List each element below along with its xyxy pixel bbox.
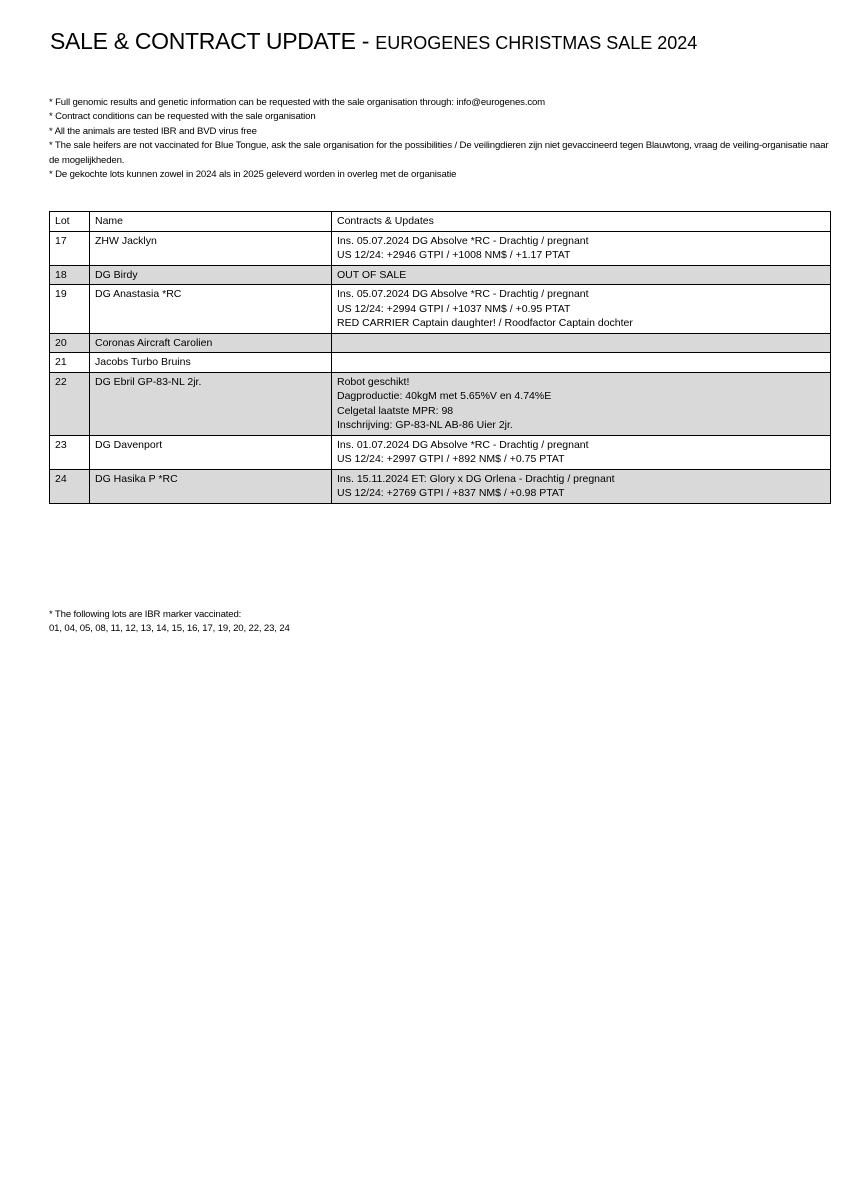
ibr-lot-list: 01, 04, 05, 08, 11, 12, 13, 14, 15, 16, 17, 19, 20, 22, 23, 24 <box>49 623 290 635</box>
update-line: Dagproductie: 40kgM met 5.65%V en 4.74%E <box>337 390 552 402</box>
animal-name: DG Anastasia *RC <box>90 285 332 334</box>
lot-number: 19 <box>50 285 90 334</box>
lot-number: 20 <box>50 333 90 353</box>
update-line: US 12/24: +2946 GTPI / +1008 NM$ / +1.17 PTAT <box>337 249 571 261</box>
animal-name: DG Birdy <box>90 265 332 285</box>
contract-updates-cell <box>332 353 831 373</box>
contract-updates-cell <box>332 333 831 353</box>
lot-number: 24 <box>50 469 90 503</box>
contract-updates-cell <box>332 372 831 435</box>
note-blue-tongue: * The sale heifers are not vaccinated for Blue Tongue, ask the sale organisation for the possibilities / De veilingdieren zijn niet gevaccineerd tegen Blauwtong, vraag de veiling-organisatie naar de mogelijkheden. <box>49 140 829 166</box>
contract-updates-cell <box>332 469 831 503</box>
animal-name: DG Ebril GP-83-NL 2jr. <box>90 372 332 435</box>
title-separator: - <box>355 28 376 54</box>
page-title <box>50 28 697 55</box>
column-header-name: Name <box>90 212 332 232</box>
note-ibr-bvd-tested: * All the animals are tested IBR and BVD virus free <box>49 125 257 137</box>
update-line: Inschrijving: GP-83-NL AB-86 Uier 2jr. <box>337 419 513 431</box>
contract-updates-cell <box>332 265 831 285</box>
lot-number: 21 <box>50 353 90 373</box>
note-delivery: * De gekochte lots kunnen zowel in 2024 als in 2025 geleverd worden in overleg met de organisatie <box>49 169 457 181</box>
update-line: Ins. 01.07.2024 DG Absolve *RC - Drachtig / pregnant <box>337 438 589 451</box>
lot-number: 23 <box>50 435 90 469</box>
title-subtitle: EUROGENES CHRISTMAS SALE 2024 <box>375 33 698 53</box>
table-row <box>50 231 831 265</box>
lot-number: 22 <box>50 372 90 435</box>
lot-number: 18 <box>50 265 90 285</box>
animal-name: ZHW Jacklyn <box>90 231 332 265</box>
ibr-label: * The following lots are IBR marker vaccinated: <box>49 609 242 620</box>
update-line: US 12/24: +2769 GTPI / +837 NM$ / +0.98 PTAT <box>337 487 565 499</box>
table-row <box>50 469 831 503</box>
contract-updates-cell <box>332 435 831 469</box>
notes-list <box>49 96 829 182</box>
ibr-vaccinated-section <box>49 608 290 637</box>
update-line: US 12/24: +2997 GTPI / +892 NM$ / +0.75 PTAT <box>337 453 565 465</box>
note-contract-conditions: * Contract conditions can be requested with the sale organisation <box>49 111 316 123</box>
update-line: US 12/24: +2994 GTPI / +1037 NM$ / +0.95 PTAT <box>337 302 571 315</box>
animal-name: Coronas Aircraft Carolien <box>90 333 332 353</box>
table-row <box>50 372 831 435</box>
table-body <box>50 231 831 503</box>
update-line: RED CARRIER Captain daughter! / Roodfactor Captain dochter <box>337 317 633 329</box>
note-genomic: * Full genomic results and genetic information can be requested with the sale organisation through: info@eurogenes.com <box>49 97 546 108</box>
update-line: Ins. 05.07.2024 DG Absolve *RC - Drachtig / pregnant <box>337 234 589 247</box>
table-row <box>50 353 831 373</box>
table-row <box>50 265 831 285</box>
animal-name: DG Hasika P *RC <box>90 469 332 503</box>
update-line: Robot geschikt! <box>337 375 410 388</box>
contract-updates-table <box>49 211 831 504</box>
column-header-lot: Lot <box>50 212 90 232</box>
update-line: OUT OF SALE <box>337 268 407 281</box>
table-row <box>50 435 831 469</box>
column-header-contracts: Contracts & Updates <box>332 212 831 232</box>
contract-updates-cell <box>332 285 831 334</box>
update-line: Ins. 15.11.2024 ET: Glory x DG Orlena - Drachtig / pregnant <box>337 472 615 485</box>
table-row <box>50 285 831 334</box>
animal-name: Jacobs Turbo Bruins <box>90 353 332 373</box>
animal-name: DG Davenport <box>90 435 332 469</box>
update-line: Celgetal laatste MPR: 98 <box>337 404 454 417</box>
table-row <box>50 333 831 353</box>
lot-number: 17 <box>50 231 90 265</box>
title-main: SALE & CONTRACT UPDATE <box>50 28 356 54</box>
table-header-row <box>50 212 831 232</box>
update-line: Ins. 05.07.2024 DG Absolve *RC - Drachtig / pregnant <box>337 288 589 300</box>
contract-updates-cell <box>332 231 831 265</box>
